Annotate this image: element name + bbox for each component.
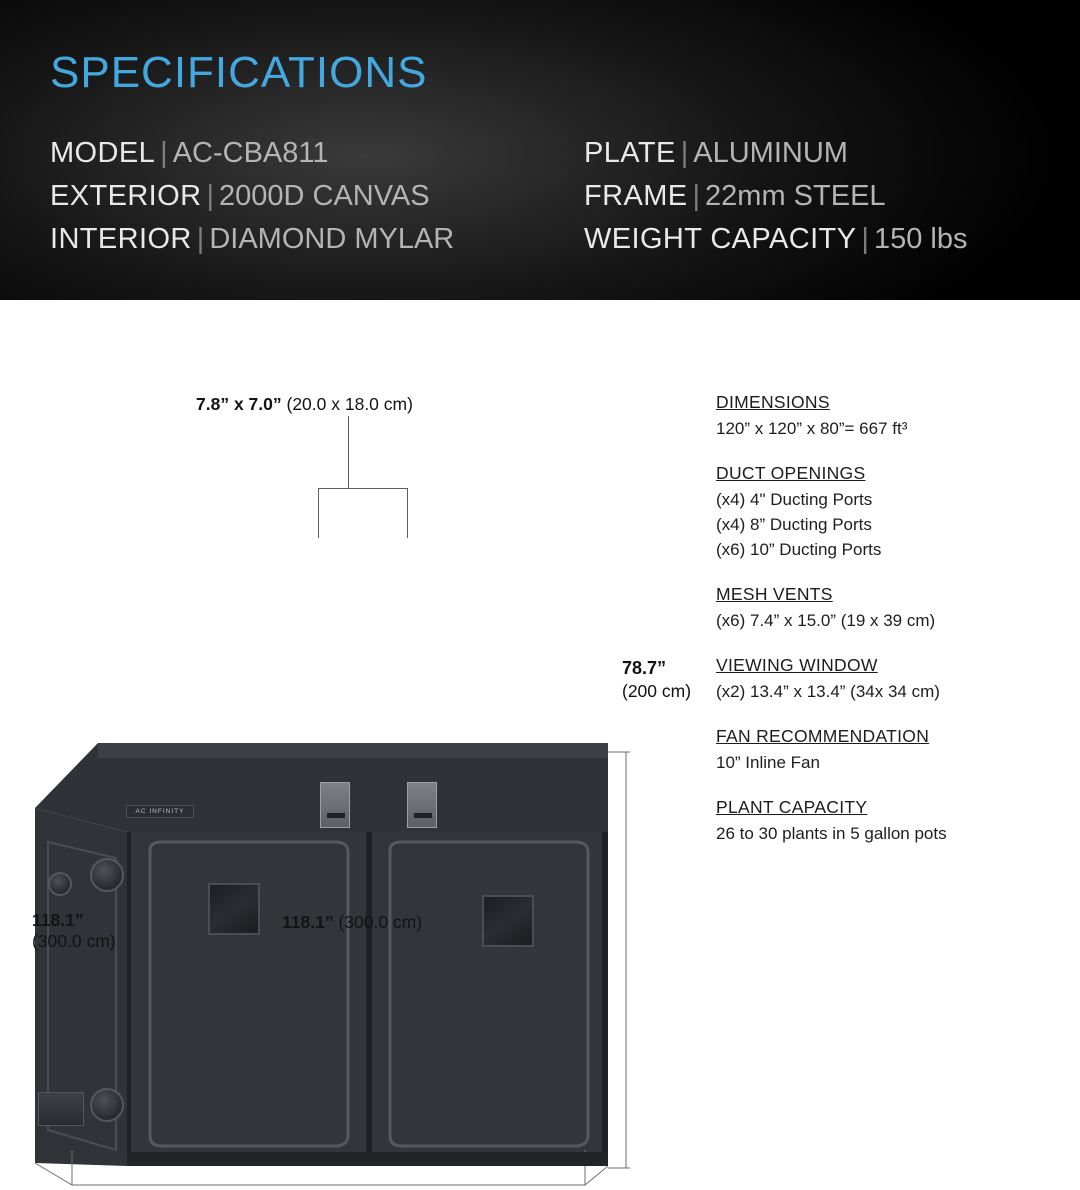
mesh-vent-side-lower — [38, 1092, 84, 1126]
spec-column-right — [584, 132, 1044, 261]
depth-dimension-label — [32, 910, 116, 952]
tent-shape-svg — [30, 490, 640, 1190]
info-line-window-1: (x2) 13.4” x 13.4” (34x 34 cm) — [716, 682, 940, 701]
grow-tent-illustration — [30, 490, 640, 1190]
info-heading-viewing-window: VIEWING WINDOW — [716, 655, 878, 675]
spec-row-exterior — [50, 175, 570, 218]
spec-key-interior: INTERIOR — [50, 223, 192, 255]
info-heading-fan-recommendation: FAN RECOMMENDATION — [716, 726, 930, 746]
info-heading-duct-openings: DUCT OPENINGS — [716, 463, 866, 483]
front-bottom-band — [127, 1152, 608, 1166]
duct-port-strap-right — [407, 782, 437, 828]
info-heading-mesh-vents: MESH VENTS — [716, 584, 833, 604]
diagram-area — [0, 300, 1080, 1080]
width-dimension-label — [282, 912, 422, 933]
duct-port-side-small — [48, 872, 72, 896]
brand-logo-badge: AC INFINITY — [126, 805, 194, 818]
leader-line-vertical — [348, 416, 349, 488]
info-line-fan-1: 10” Inline Fan — [716, 753, 820, 772]
duct-port-strap-left — [320, 782, 350, 828]
info-line-duct-1: (x4) 4" Ducting Ports — [716, 490, 873, 509]
spec-divider: | — [692, 180, 701, 212]
spec-value-plate: ALUMINUM — [693, 137, 848, 169]
spec-row-plate — [584, 132, 1044, 175]
spec-row-model — [50, 132, 570, 175]
info-block-mesh-vents — [716, 584, 1066, 633]
spec-value-model: AC-CBA811 — [172, 137, 329, 169]
info-block-viewing-window — [716, 655, 1066, 704]
spec-row-weight-capacity — [584, 218, 1044, 261]
height-dimension-metric: (200 cm) — [622, 681, 692, 701]
specs-info-column — [716, 392, 1066, 868]
spec-divider: | — [680, 137, 689, 169]
height-dimension-value: 78.7” — [622, 658, 667, 678]
spec-row-frame — [584, 175, 1044, 218]
info-block-plant-capacity — [716, 797, 1066, 846]
spec-divider: | — [861, 223, 869, 255]
spec-key-model: MODEL — [50, 137, 156, 169]
tent-top-highlight — [98, 743, 608, 758]
info-heading-plant-capacity: PLANT CAPACITY — [716, 797, 868, 817]
spec-column-left — [50, 132, 570, 261]
top-port-dimension-metric: (20.0 x 18.0 cm) — [281, 394, 413, 414]
viewing-window-left — [208, 883, 260, 935]
width-dimension-value: 118.1” — [282, 912, 334, 932]
page-title: SPECIFICATIONS — [50, 48, 428, 97]
viewing-window-right — [482, 895, 534, 947]
spec-key-plate: PLATE — [584, 137, 676, 169]
spec-divider: | — [206, 180, 214, 212]
info-block-duct-openings — [716, 463, 1066, 562]
spec-row-interior — [50, 218, 570, 261]
specifications-header — [0, 0, 1080, 300]
spec-key-frame: FRAME — [584, 180, 688, 212]
info-line-plant-1: 26 to 30 plants in 5 gallon pots — [716, 824, 947, 843]
info-line-dimensions-1: 120” x 120” x 80”= 667 ft³ — [716, 419, 908, 438]
info-line-mesh-1: (x6) 7.4” x 15.0” (19 x 39 cm) — [716, 611, 936, 630]
info-line-duct-3: (x6) 10” Ducting Ports — [716, 540, 882, 559]
spec-divider: | — [196, 223, 205, 255]
info-block-fan-recommendation — [716, 726, 1066, 775]
spec-value-weight-capacity: 150 lbs — [873, 223, 968, 255]
info-line-duct-2: (x4) 8” Ducting Ports — [716, 515, 872, 534]
spec-key-exterior: EXTERIOR — [50, 180, 202, 212]
depth-dimension-metric: (300.0 cm) — [32, 931, 116, 951]
duct-port-side-lower — [90, 1088, 124, 1122]
info-heading-dimensions: DIMENSIONS — [716, 392, 830, 412]
front-seam-left — [127, 832, 131, 1166]
leader-line-horizontal — [318, 488, 408, 489]
spec-value-exterior: 2000D CANVAS — [219, 180, 430, 212]
front-seam-right — [602, 832, 608, 1166]
width-dimension-metric: (300.0 cm) — [333, 912, 423, 932]
top-port-dimension-label — [196, 394, 413, 415]
spec-key-weight-capacity: WEIGHT CAPACITY — [584, 223, 857, 255]
spec-value-frame: 22mm STEEL — [705, 180, 886, 212]
info-block-dimensions — [716, 392, 1066, 441]
top-port-dimension-value: 7.8” x 7.0” — [196, 394, 282, 414]
duct-port-side-upper — [90, 858, 124, 892]
floor-guide — [35, 1163, 608, 1185]
front-seam-center — [366, 832, 372, 1166]
spec-value-interior: DIAMOND MYLAR — [209, 223, 455, 255]
depth-dimension-value: 118.1” — [32, 910, 84, 930]
spec-divider: | — [160, 137, 168, 169]
